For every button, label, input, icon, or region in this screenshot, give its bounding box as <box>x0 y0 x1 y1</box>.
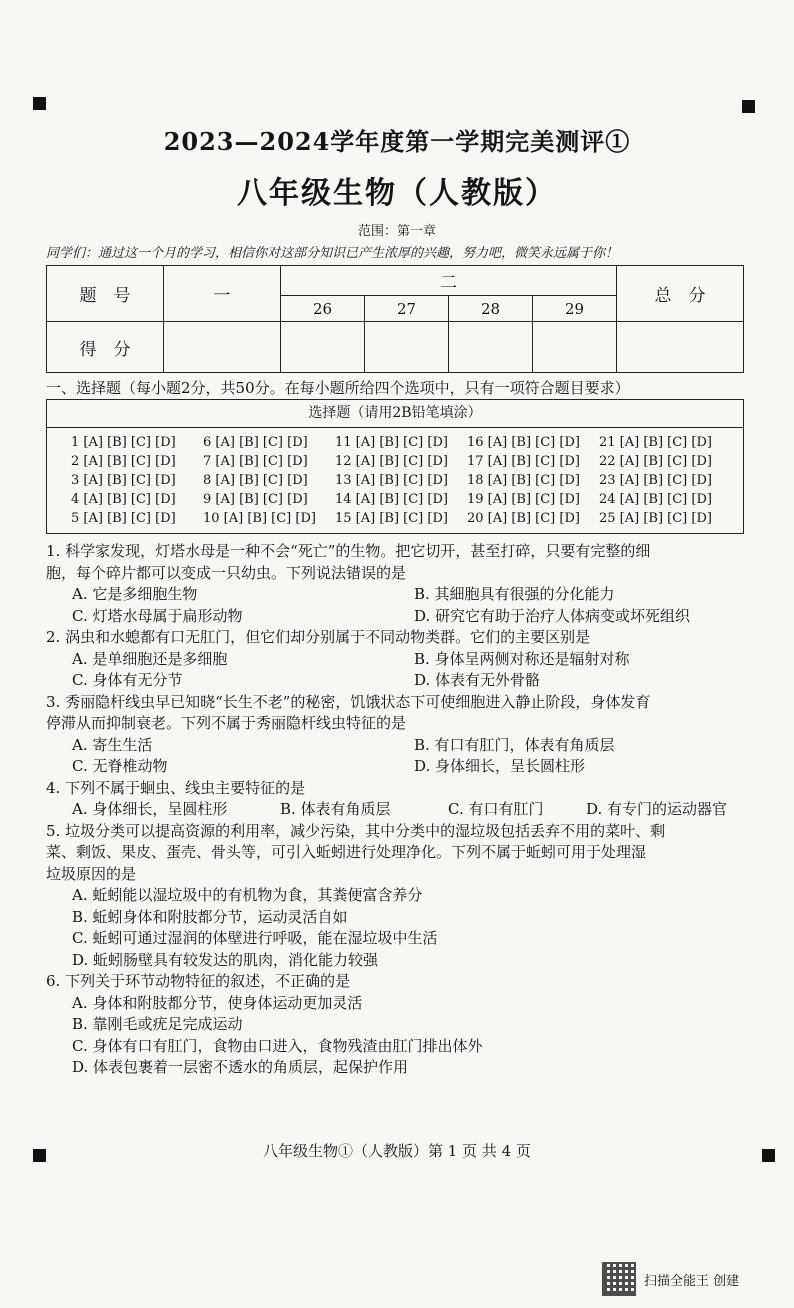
watermark-text: 扫描全能王 创建 <box>644 1273 740 1289</box>
question-list <box>46 541 758 1079</box>
answer-bubble-row[interactable]: 23 [A] [B] [C] [D] <box>599 473 712 488</box>
question-item <box>46 541 758 627</box>
answer-option[interactable]: D. 体表有无外骨骼 <box>414 671 541 689</box>
answer-option[interactable]: C. 身体有口有肛门，食物由口进入，食物残渣由肛门排出体外 <box>72 1036 483 1055</box>
qr-code-icon <box>602 1262 636 1296</box>
answer-option[interactable]: A. 身体和附肢都分节，使身体运动更加灵活 <box>72 993 363 1012</box>
row-label-question-number: 题 号 <box>47 266 164 322</box>
answer-option[interactable]: A. 它是多细胞生物 <box>72 585 198 603</box>
answer-grid <box>71 435 731 530</box>
answer-bubble-row[interactable]: 12 [A] [B] [C] [D] <box>335 454 448 469</box>
answer-option[interactable]: C. 身体有无分节 <box>72 671 183 689</box>
question-stem: 3. 秀丽隐杆线虫早已知晓“长生不老”的秘密，饥饿状态下可使细胞进入静止阶段，身体发育 <box>46 692 651 711</box>
answer-bubble-row[interactable]: 4 [A] [B] [C] [D] <box>71 492 176 507</box>
total-score-header: 总 分 <box>617 266 744 322</box>
option-group <box>46 993 758 1079</box>
answer-bubble-row[interactable]: 9 [A] [B] [C] [D] <box>203 492 308 507</box>
answer-option[interactable]: C. 无脊椎动物 <box>72 757 168 775</box>
answer-option[interactable]: C. 蚯蚓可通过湿润的体壁进行呼吸，能在湿垃圾中生活 <box>72 929 438 947</box>
answer-bubble-row[interactable]: 17 [A] [B] [C] [D] <box>467 454 580 469</box>
answer-bubble-row[interactable]: 1 [A] [B] [C] [D] <box>71 435 176 450</box>
question-stem: 停滞从而抑制衰老。下列不属于秀丽隐杆线虫特征的是 <box>46 714 407 732</box>
answer-bubble-row[interactable]: 7 [A] [B] [C] [D] <box>203 454 308 469</box>
answer-option[interactable]: D. 有专门的运动器官 <box>586 800 728 818</box>
option-group <box>46 584 758 627</box>
answer-bubble-row[interactable]: 21 [A] [B] [C] [D] <box>599 435 712 450</box>
answer-bubble-row[interactable]: 19 [A] [B] [C] [D] <box>467 492 580 507</box>
score-cell-27 <box>365 322 449 373</box>
answer-option[interactable]: C. 有口有肛门 <box>448 800 544 818</box>
score-cell-part-one <box>164 322 281 373</box>
answer-sheet-box <box>46 399 744 534</box>
answer-sheet-title: 选择题（请用2B铅笔填涂） <box>47 400 743 428</box>
answer-bubble-row[interactable]: 10 [A] [B] [C] [D] <box>203 511 316 526</box>
answer-option[interactable]: B. 体表有角质层 <box>280 800 391 818</box>
question-item <box>46 971 758 1079</box>
answer-option[interactable]: C. 灯塔水母属于扁形动物 <box>72 606 243 625</box>
answer-option[interactable]: D. 身体细长，呈长圆柱形 <box>414 757 586 775</box>
answer-option[interactable]: A. 身体细长，呈圆柱形 <box>72 800 228 818</box>
answer-option[interactable]: B. 有口有肛门，体表有角质层 <box>414 735 615 754</box>
answer-bubble-row[interactable]: 6 [A] [B] [C] [D] <box>203 435 308 450</box>
question-26-header: 26 <box>281 296 365 322</box>
answer-bubble-row[interactable]: 3 [A] [B] [C] [D] <box>71 473 176 488</box>
score-cell-total <box>617 322 744 373</box>
answer-bubble-row[interactable]: 14 [A] [B] [C] [D] <box>335 492 448 507</box>
question-stem: 垃圾原因的是 <box>46 864 137 883</box>
question-stem: 胞，每个碎片都可以变成一只幼虫。下列说法错误的是 <box>46 563 407 582</box>
answer-option[interactable]: A. 蚯蚓能以湿垃圾中的有机物为食，其粪便富含养分 <box>72 886 423 904</box>
question-stem: 2. 涡虫和水螅都有口无肛门，但它们却分别属于不同动物类群。它们的主要区别是 <box>46 628 591 646</box>
answer-option[interactable]: D. 研究它有助于治疗人体病变或坏死组织 <box>414 606 691 625</box>
option-group <box>46 649 758 692</box>
answer-bubble-row[interactable]: 16 [A] [B] [C] [D] <box>467 435 580 450</box>
section-one-heading: 一、选择题（每小题2分，共50分。在每小题所给四个选项中，只有一项符合题目要求） <box>46 379 630 397</box>
answer-bubble-row[interactable]: 15 [A] [B] [C] [D] <box>335 511 448 526</box>
answer-bubble-row[interactable]: 8 [A] [B] [C] [D] <box>203 473 308 488</box>
question-stem: 菜、剩饭、果皮、蛋壳、骨头等，可引入蚯蚓进行处理净化。下列不属于蚯蚓可用于处理湿 <box>46 843 647 861</box>
question-stem: 6. 下列关于环节动物特征的叙述，不正确的是 <box>46 972 351 990</box>
answer-bubble-row[interactable]: 20 [A] [B] [C] [D] <box>467 511 580 526</box>
exam-subtitle: 八年级生物（人教版） <box>237 176 557 211</box>
option-group <box>46 799 758 821</box>
answer-option[interactable]: A. 寄生生活 <box>72 735 153 754</box>
answer-bubble-row[interactable]: 22 [A] [B] [C] [D] <box>599 454 712 469</box>
question-stem: 5. 垃圾分类可以提高资源的利用率，减少污染，其中分类中的湿垃圾包括丢弃不用的菜叶、剩 <box>46 821 666 840</box>
score-cell-28 <box>449 322 533 373</box>
answer-bubble-row[interactable]: 25 [A] [B] [C] [D] <box>599 511 712 526</box>
answer-option[interactable]: B. 蚯蚓身体和附肢都分节，运动灵活自如 <box>72 907 348 926</box>
score-cell-26 <box>281 322 365 373</box>
answer-option[interactable]: D. 蚯蚓肠壁具有较发达的肌肉，消化能力较强 <box>72 950 379 969</box>
answer-bubble-row[interactable]: 11 [A] [B] [C] [D] <box>335 435 448 450</box>
answer-bubble-row[interactable]: 2 [A] [B] [C] [D] <box>71 454 176 469</box>
answer-bubble-row[interactable]: 24 [A] [B] [C] [D] <box>599 492 712 507</box>
answer-option[interactable]: D. 体表包裹着一层密不透水的角质层，起保护作用 <box>72 1058 409 1076</box>
registration-mark-top-right <box>742 100 755 113</box>
question-28-header: 28 <box>449 296 533 322</box>
registration-mark-top-left <box>33 97 46 110</box>
answer-option[interactable]: B. 身体呈两侧对称还是辐射对称 <box>414 649 630 668</box>
scanner-watermark <box>602 1262 739 1296</box>
question-item <box>46 821 758 972</box>
row-label-score: 得 分 <box>47 322 164 373</box>
question-item <box>46 778 758 821</box>
question-27-header: 27 <box>365 296 449 322</box>
answer-bubble-row[interactable]: 5 [A] [B] [C] [D] <box>71 511 176 526</box>
score-table <box>46 265 744 373</box>
question-item <box>46 627 758 692</box>
option-group <box>46 885 758 971</box>
question-stem: 4. 下列不属于蛔虫、线虫主要特征的是 <box>46 778 306 797</box>
part-one-header: 一 <box>164 266 281 322</box>
question-item <box>46 692 758 778</box>
answer-option[interactable]: A. 是单细胞还是多细胞 <box>72 649 228 668</box>
question-29-header: 29 <box>533 296 617 322</box>
page-footer: 八年级生物①（人教版）第 1 页 共 4 页 <box>263 1142 531 1160</box>
score-cell-29 <box>533 322 617 373</box>
answer-option[interactable]: B. 靠刚毛或疣足完成运动 <box>72 1015 243 1033</box>
exam-range: 范围：第一章 <box>357 224 436 239</box>
answer-bubble-row[interactable]: 18 [A] [B] [C] [D] <box>467 473 580 488</box>
part-two-header: 二 <box>281 266 617 296</box>
option-group <box>46 735 758 778</box>
answer-bubble-row[interactable]: 13 [A] [B] [C] [D] <box>335 473 448 488</box>
exam-title: 2023—2024学年度第一学期完美测评① <box>163 127 631 156</box>
answer-option[interactable]: B. 其細胞具有很强的分化能力 <box>414 585 615 603</box>
greeting-text: 同学们：通过这一个月的学习，相信你对这部分知识已产生浓厚的兴趣，努力吧，微笑永远属于你！ <box>46 246 619 261</box>
question-stem: 1. 科学家发现，灯塔水母是一种不会“死亡”的生物。把它切开，甚至打碎，只要有完整的细 <box>46 542 651 560</box>
